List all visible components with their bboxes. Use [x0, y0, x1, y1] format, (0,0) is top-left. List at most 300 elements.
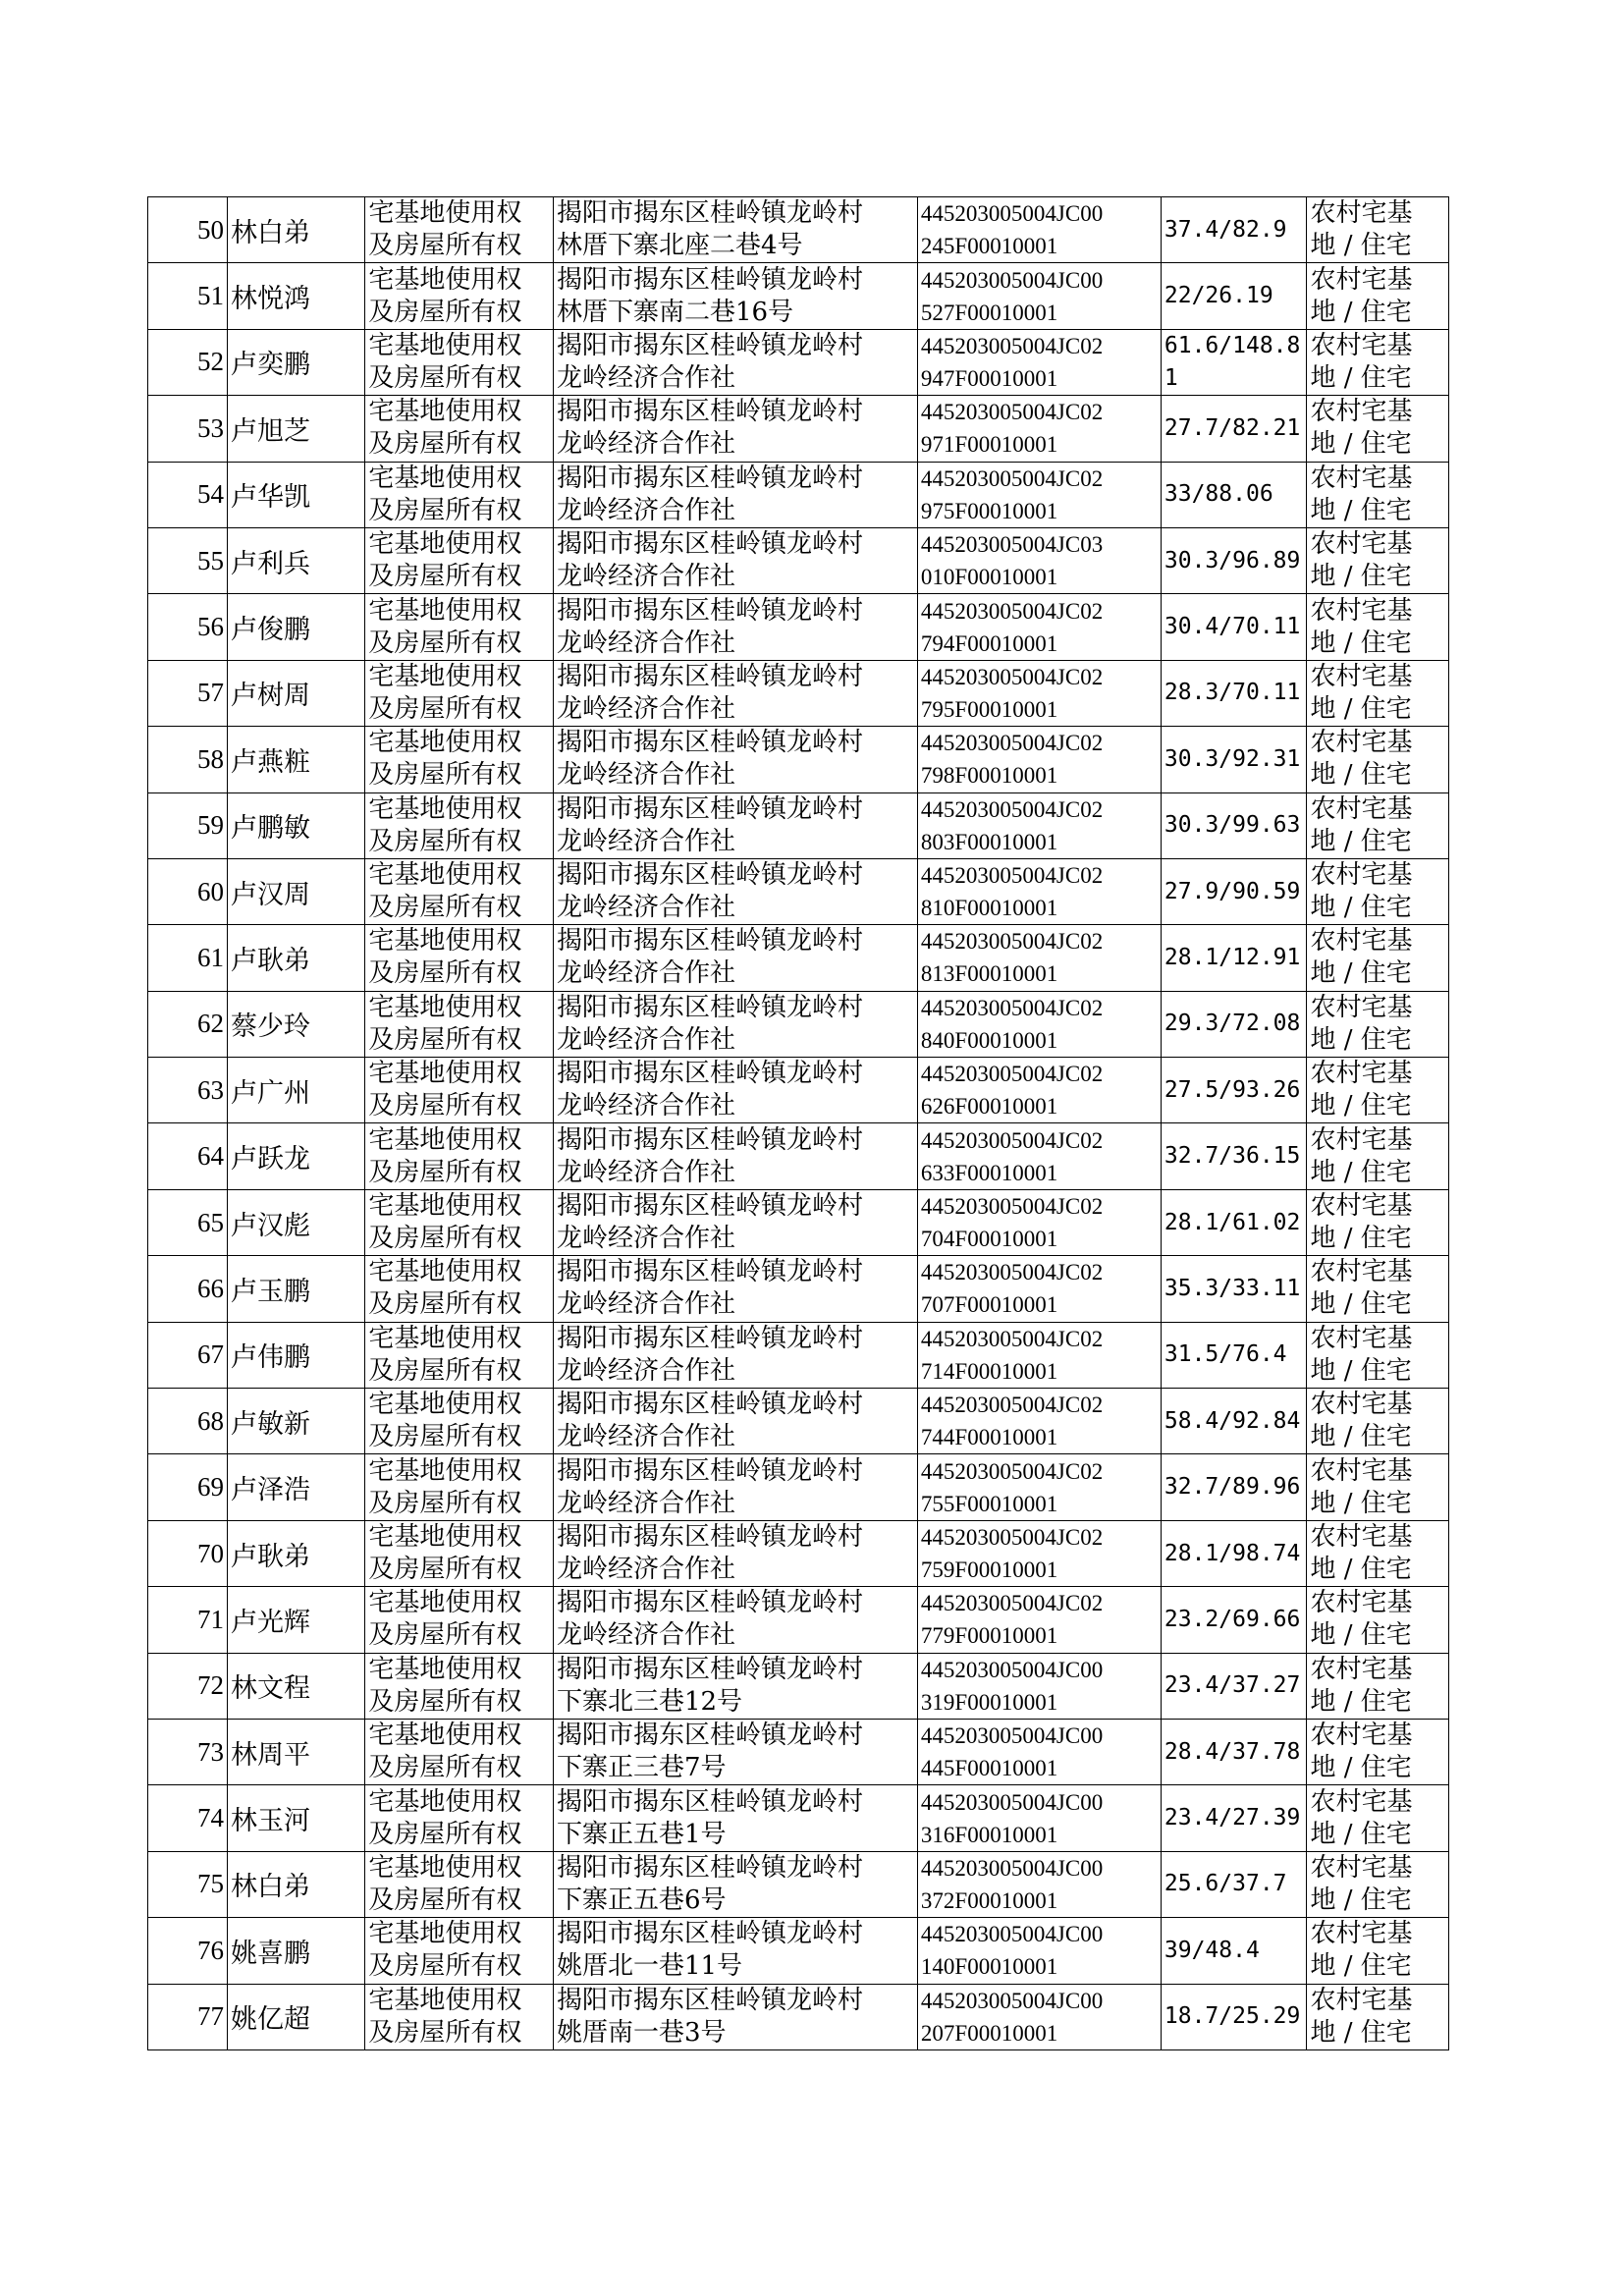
- right-type-cell-line: 及房屋所有权: [368, 826, 522, 856]
- address-cell-line: 揭阳市揭东区桂岭镇龙岭村: [556, 463, 863, 493]
- area-cell: 27.7/82.21: [1161, 396, 1307, 462]
- land-use-cell-line: 农村宅基: [1310, 1124, 1413, 1155]
- area-cell: 29.3/72.08: [1161, 991, 1307, 1057]
- area-cell: 23.4/37.27: [1161, 1653, 1307, 1719]
- address-cell-line: 揭阳市揭东区桂岭镇龙岭村: [556, 595, 863, 626]
- unit-code-cell-line: 445203005004JC00: [920, 1922, 1104, 1947]
- unit-code-cell-line: 975F00010001: [920, 498, 1058, 523]
- right-type-cell-line: 宅基地使用权: [368, 463, 522, 493]
- table-row: [148, 1454, 1449, 1520]
- right-type-cell-line: 及房屋所有权: [368, 1753, 522, 1783]
- address-cell-line: 龙岭经济合作社: [556, 429, 735, 460]
- unit-code-cell-line: 445203005004JC02: [920, 465, 1104, 491]
- table-row: [148, 594, 1449, 660]
- right-type-cell: [365, 1587, 554, 1653]
- unit-code-cell-line: 445203005004JC02: [920, 598, 1104, 624]
- unit-code-cell-line: 445203005004JC00: [920, 1789, 1104, 1815]
- right-type-cell: [365, 263, 554, 329]
- row-number-cell: 73: [148, 1719, 228, 1784]
- address-cell: [553, 1984, 917, 2049]
- land-use-cell-line: 地 / 住宅: [1310, 1951, 1412, 1982]
- unit-code-cell-line: 840F00010001: [920, 1027, 1058, 1053]
- right-type-cell-line: 及房屋所有权: [368, 1355, 522, 1386]
- area-cell: 28.1/61.02: [1161, 1189, 1307, 1255]
- address-cell-line: 揭阳市揭东区桂岭镇龙岭村: [556, 1257, 863, 1287]
- land-use-cell-line: 农村宅基: [1310, 330, 1413, 360]
- table-row: [148, 1256, 1449, 1322]
- unit-code-cell-line: 633F00010001: [920, 1160, 1058, 1185]
- right-type-cell-line: 及房屋所有权: [368, 893, 522, 923]
- row-number-cell: 75: [148, 1851, 228, 1917]
- address-cell-line: 下寨北三巷12号: [556, 1686, 743, 1717]
- owner-name-cell: 姚喜鹏: [227, 1918, 364, 1984]
- table-row: [148, 396, 1449, 462]
- right-type-cell-line: 宅基地使用权: [368, 926, 522, 956]
- address-cell-line: 揭阳市揭东区桂岭镇龙岭村: [556, 1455, 863, 1486]
- land-use-cell-line: 农村宅基: [1310, 1455, 1413, 1486]
- unit-code-cell-line: 744F00010001: [920, 1425, 1058, 1450]
- land-use-cell-line: 地 / 住宅: [1310, 1091, 1412, 1121]
- owner-name-cell: 卢树周: [227, 660, 364, 726]
- right-type-cell-line: 及房屋所有权: [368, 1885, 522, 1915]
- right-type-cell-line: 及房屋所有权: [368, 231, 522, 261]
- land-use-cell: [1307, 1653, 1449, 1719]
- unit-code-cell: [917, 1389, 1161, 1454]
- row-number-cell: 68: [148, 1389, 228, 1454]
- land-use-cell-line: 农村宅基: [1310, 728, 1413, 758]
- land-use-cell: [1307, 1918, 1449, 1984]
- right-type-cell-line: 及房屋所有权: [368, 1289, 522, 1320]
- right-type-cell-line: 宅基地使用权: [368, 793, 522, 824]
- unit-code-cell-line: 445203005004JC02: [920, 796, 1104, 822]
- right-type-cell: [365, 1389, 554, 1454]
- right-type-cell-line: 宅基地使用权: [368, 1654, 522, 1684]
- land-use-cell-line: 农村宅基: [1310, 1919, 1413, 1949]
- address-cell: [553, 263, 917, 329]
- right-type-cell-line: 及房屋所有权: [368, 958, 522, 989]
- address-cell: [553, 727, 917, 792]
- address-cell-line: 林厝下寨北座二巷4号: [556, 231, 803, 261]
- area-cell: 61.6/148.81: [1161, 329, 1307, 395]
- right-type-cell: [365, 1454, 554, 1520]
- land-use-cell: [1307, 858, 1449, 924]
- owner-name-cell: 卢旭芝: [227, 396, 364, 462]
- unit-code-cell-line: 445203005004JC02: [920, 1458, 1104, 1484]
- table-row: [148, 792, 1449, 858]
- unit-code-cell: [917, 1851, 1161, 1917]
- unit-code-cell-line: 445203005004JC00: [920, 1855, 1104, 1881]
- area-cell: 27.9/90.59: [1161, 858, 1307, 924]
- right-type-cell-line: 宅基地使用权: [368, 1522, 522, 1552]
- right-type-cell: [365, 1851, 554, 1917]
- unit-code-cell-line: 803F00010001: [920, 829, 1058, 854]
- area-cell: 18.7/25.29: [1161, 1984, 1307, 2049]
- area-cell: 30.4/70.11: [1161, 594, 1307, 660]
- right-type-cell-line: 宅基地使用权: [368, 728, 522, 758]
- area-cell: 37.4/82.9: [1161, 197, 1307, 263]
- unit-code-cell-line: 707F00010001: [920, 1292, 1058, 1318]
- right-type-cell: [365, 197, 554, 263]
- unit-code-cell: [917, 660, 1161, 726]
- row-number-cell: 72: [148, 1653, 228, 1719]
- land-use-cell-line: 地 / 住宅: [1310, 893, 1412, 923]
- table-row: [148, 1587, 1449, 1653]
- row-number-cell: 59: [148, 792, 228, 858]
- area-cell: 25.6/37.7: [1161, 1851, 1307, 1917]
- address-cell: [553, 1653, 917, 1719]
- unit-code-cell-line: 445203005004JC02: [920, 333, 1104, 358]
- row-number-cell: 53: [148, 396, 228, 462]
- unit-code-cell-line: 010F00010001: [920, 565, 1058, 590]
- area-cell: 28.4/37.78: [1161, 1719, 1307, 1784]
- land-use-cell-line: 地 / 住宅: [1310, 1355, 1412, 1386]
- right-type-cell-line: 宅基地使用权: [368, 1588, 522, 1618]
- area-cell: 32.7/36.15: [1161, 1123, 1307, 1189]
- table-row: [148, 1189, 1449, 1255]
- right-type-cell-line: 宅基地使用权: [368, 397, 522, 427]
- unit-code-cell-line: 527F00010001: [920, 300, 1058, 325]
- unit-code-cell: [917, 1520, 1161, 1586]
- area-cell: 28.1/98.74: [1161, 1520, 1307, 1586]
- land-use-cell-line: 农村宅基: [1310, 992, 1413, 1022]
- address-cell-line: 揭阳市揭东区桂岭镇龙岭村: [556, 1919, 863, 1949]
- owner-name-cell: 卢利兵: [227, 527, 364, 593]
- address-cell-line: 揭阳市揭东区桂岭镇龙岭村: [556, 1588, 863, 1618]
- right-type-cell-line: 宅基地使用权: [368, 1721, 522, 1751]
- land-use-cell-line: 地 / 住宅: [1310, 1488, 1412, 1518]
- unit-code-cell-line: 445203005004JC02: [920, 1127, 1104, 1153]
- owner-name-cell: 卢跃龙: [227, 1123, 364, 1189]
- address-cell-line: 揭阳市揭东区桂岭镇龙岭村: [556, 1786, 863, 1817]
- area-cell: 28.1/12.91: [1161, 925, 1307, 991]
- address-cell-line: 下寨正五巷1号: [556, 1819, 727, 1849]
- unit-code-cell: [917, 329, 1161, 395]
- address-cell-line: 揭阳市揭东区桂岭镇龙岭村: [556, 397, 863, 427]
- unit-code-cell-line: 445F00010001: [920, 1756, 1058, 1781]
- unit-code-cell: [917, 991, 1161, 1057]
- land-use-cell-line: 地 / 住宅: [1310, 958, 1412, 989]
- table-row: [148, 1653, 1449, 1719]
- address-cell-line: 揭阳市揭东区桂岭镇龙岭村: [556, 661, 863, 691]
- row-number-cell: 77: [148, 1984, 228, 2049]
- land-use-cell-line: 地 / 住宅: [1310, 693, 1412, 724]
- right-type-cell-line: 宅基地使用权: [368, 1191, 522, 1222]
- unit-code-cell-line: 445203005004JC02: [920, 1260, 1104, 1285]
- address-cell: [553, 1389, 917, 1454]
- land-use-cell-line: 农村宅基: [1310, 926, 1413, 956]
- table-row: [148, 329, 1449, 395]
- area-cell: 27.5/93.26: [1161, 1058, 1307, 1123]
- right-type-cell: [365, 1256, 554, 1322]
- owner-name-cell: 卢鹏敏: [227, 792, 364, 858]
- owner-name-cell: 卢泽浩: [227, 1454, 364, 1520]
- unit-code-cell-line: 445203005004JC03: [920, 532, 1104, 558]
- address-cell: [553, 858, 917, 924]
- land-use-cell: [1307, 1322, 1449, 1388]
- land-use-cell-line: 农村宅基: [1310, 860, 1413, 891]
- unit-code-cell: [917, 263, 1161, 329]
- right-type-cell: [365, 1520, 554, 1586]
- right-type-cell-line: 宅基地使用权: [368, 860, 522, 891]
- land-use-cell-line: 地 / 住宅: [1310, 562, 1412, 592]
- land-use-cell: [1307, 263, 1449, 329]
- right-type-cell: [365, 1322, 554, 1388]
- address-cell: [553, 660, 917, 726]
- land-use-cell-line: 农村宅基: [1310, 1852, 1413, 1883]
- address-cell: [553, 527, 917, 593]
- owner-name-cell: 卢玉鹏: [227, 1256, 364, 1322]
- row-number-cell: 51: [148, 263, 228, 329]
- row-number-cell: 74: [148, 1785, 228, 1851]
- land-use-cell: [1307, 1058, 1449, 1123]
- land-use-cell-line: 地 / 住宅: [1310, 2017, 1412, 2048]
- right-type-cell: [365, 1123, 554, 1189]
- table-row: [148, 1520, 1449, 1586]
- unit-code-cell: [917, 594, 1161, 660]
- right-type-cell: [365, 991, 554, 1057]
- right-type-cell-line: 宅基地使用权: [368, 992, 522, 1022]
- land-use-cell: [1307, 527, 1449, 593]
- address-cell-line: 揭阳市揭东区桂岭镇龙岭村: [556, 198, 863, 229]
- right-type-cell-line: 及房屋所有权: [368, 760, 522, 791]
- land-use-cell-line: 地 / 住宅: [1310, 1620, 1412, 1651]
- table-row: [148, 1851, 1449, 1917]
- address-cell-line: 龙岭经济合作社: [556, 1422, 735, 1452]
- unit-code-cell: [917, 462, 1161, 527]
- row-number-cell: 69: [148, 1454, 228, 1520]
- row-number-cell: 55: [148, 527, 228, 593]
- address-cell-line: 下寨正五巷6号: [556, 1885, 727, 1915]
- unit-code-cell-line: 445203005004JC00: [920, 1723, 1104, 1749]
- address-cell-line: 揭阳市揭东区桂岭镇龙岭村: [556, 793, 863, 824]
- land-use-cell-line: 农村宅基: [1310, 463, 1413, 493]
- land-use-cell-line: 地 / 住宅: [1310, 297, 1412, 327]
- unit-code-cell: [917, 197, 1161, 263]
- table-row: [148, 1389, 1449, 1454]
- table-row: [148, 1785, 1449, 1851]
- land-use-cell-line: 地 / 住宅: [1310, 1157, 1412, 1187]
- right-type-cell-line: 宅基地使用权: [368, 529, 522, 560]
- land-use-cell-line: 地 / 住宅: [1310, 362, 1412, 393]
- land-use-cell-line: 农村宅基: [1310, 793, 1413, 824]
- land-use-cell: [1307, 197, 1449, 263]
- address-cell-line: 龙岭经济合作社: [556, 1289, 735, 1320]
- land-use-cell-line: 地 / 住宅: [1310, 826, 1412, 856]
- owner-name-cell: 卢光辉: [227, 1587, 364, 1653]
- land-use-cell-line: 农村宅基: [1310, 595, 1413, 626]
- land-use-cell-line: 农村宅基: [1310, 1323, 1413, 1353]
- table-row: [148, 1984, 1449, 2049]
- unit-code-cell-line: 140F00010001: [920, 1954, 1058, 1980]
- unit-code-cell-line: 372F00010001: [920, 1887, 1058, 1913]
- land-use-cell-line: 农村宅基: [1310, 1721, 1413, 1751]
- right-type-cell-line: 及房屋所有权: [368, 1951, 522, 1982]
- address-cell-line: 姚厝南一巷3号: [556, 2017, 727, 2048]
- unit-code-cell-line: 445203005004JC02: [920, 863, 1104, 889]
- unit-code-cell-line: 445203005004JC02: [920, 1525, 1104, 1550]
- row-number-cell: 56: [148, 594, 228, 660]
- address-cell-line: 龙岭经济合作社: [556, 760, 735, 791]
- unit-code-cell: [917, 1785, 1161, 1851]
- owner-name-cell: 卢俊鹏: [227, 594, 364, 660]
- right-type-cell: [365, 527, 554, 593]
- unit-code-cell-line: 445203005004JC02: [920, 1062, 1104, 1087]
- row-number-cell: 66: [148, 1256, 228, 1322]
- unit-code-cell: [917, 1653, 1161, 1719]
- row-number-cell: 61: [148, 925, 228, 991]
- right-type-cell: [365, 1058, 554, 1123]
- land-use-cell-line: 地 / 住宅: [1310, 495, 1412, 525]
- unit-code-cell-line: 445203005004JC02: [920, 1326, 1104, 1351]
- table-row: [148, 263, 1449, 329]
- table-row: [148, 727, 1449, 792]
- land-use-cell-line: 地 / 住宅: [1310, 760, 1412, 791]
- address-cell-line: 揭阳市揭东区桂岭镇龙岭村: [556, 1522, 863, 1552]
- row-number-cell: 50: [148, 197, 228, 263]
- area-cell: 30.3/92.31: [1161, 727, 1307, 792]
- owner-name-cell: 卢耿弟: [227, 1520, 364, 1586]
- address-cell-line: 龙岭经济合作社: [556, 1355, 735, 1386]
- land-use-cell: [1307, 462, 1449, 527]
- land-use-cell-line: 地 / 住宅: [1310, 1753, 1412, 1783]
- row-number-cell: 54: [148, 462, 228, 527]
- row-number-cell: 65: [148, 1189, 228, 1255]
- unit-code-cell-line: 445203005004JC02: [920, 995, 1104, 1020]
- land-use-cell: [1307, 1851, 1449, 1917]
- address-cell-line: 龙岭经济合作社: [556, 1620, 735, 1651]
- address-cell-line: 揭阳市揭东区桂岭镇龙岭村: [556, 992, 863, 1022]
- unit-code-cell-line: 445203005004JC02: [920, 664, 1104, 689]
- right-type-cell-line: 及房屋所有权: [368, 1620, 522, 1651]
- right-type-cell: [365, 858, 554, 924]
- owner-name-cell: 卢燕粧: [227, 727, 364, 792]
- right-type-cell-line: 及房屋所有权: [368, 628, 522, 658]
- land-use-cell: [1307, 1256, 1449, 1322]
- owner-name-cell: 卢汉彪: [227, 1189, 364, 1255]
- land-use-cell: [1307, 1520, 1449, 1586]
- row-number-cell: 57: [148, 660, 228, 726]
- unit-code-cell: [917, 1058, 1161, 1123]
- table-row: [148, 1058, 1449, 1123]
- unit-code-cell-line: 759F00010001: [920, 1557, 1058, 1582]
- right-type-cell: [365, 792, 554, 858]
- address-cell: [553, 462, 917, 527]
- address-cell: [553, 1918, 917, 1984]
- address-cell-line: 揭阳市揭东区桂岭镇龙岭村: [556, 1721, 863, 1751]
- unit-code-cell-line: 445203005004JC02: [920, 731, 1104, 756]
- unit-code-cell-line: 779F00010001: [920, 1623, 1058, 1649]
- unit-code-cell: [917, 1587, 1161, 1653]
- right-type-cell: [365, 660, 554, 726]
- right-type-cell-line: 及房屋所有权: [368, 1422, 522, 1452]
- address-cell: [553, 792, 917, 858]
- right-type-cell-line: 宅基地使用权: [368, 1257, 522, 1287]
- table-row: [148, 462, 1449, 527]
- owner-name-cell: 林悦鸿: [227, 263, 364, 329]
- right-type-cell-line: 宅基地使用权: [368, 1455, 522, 1486]
- right-type-cell: [365, 1189, 554, 1255]
- address-cell: [553, 1256, 917, 1322]
- address-cell-line: 龙岭经济合作社: [556, 562, 735, 592]
- owner-name-cell: 林白弟: [227, 1851, 364, 1917]
- unit-code-cell-line: 245F00010001: [920, 234, 1058, 259]
- address-cell: [553, 396, 917, 462]
- address-cell-line: 揭阳市揭东区桂岭镇龙岭村: [556, 1985, 863, 2015]
- unit-code-cell: [917, 1123, 1161, 1189]
- land-use-cell-line: 农村宅基: [1310, 529, 1413, 560]
- land-use-cell-line: 农村宅基: [1310, 264, 1413, 295]
- address-cell: [553, 1520, 917, 1586]
- land-use-cell: [1307, 594, 1449, 660]
- land-use-cell-line: 农村宅基: [1310, 1786, 1413, 1817]
- land-use-cell: [1307, 792, 1449, 858]
- right-type-cell: [365, 1785, 554, 1851]
- unit-code-cell: [917, 792, 1161, 858]
- land-use-cell-line: 地 / 住宅: [1310, 1024, 1412, 1055]
- land-use-cell-line: 农村宅基: [1310, 1059, 1413, 1089]
- right-type-cell-line: 宅基地使用权: [368, 1985, 522, 2015]
- address-cell-line: 龙岭经济合作社: [556, 893, 735, 923]
- address-cell-line: 龙岭经济合作社: [556, 1157, 735, 1187]
- address-cell-line: 龙岭经济合作社: [556, 362, 735, 393]
- land-use-cell-line: 农村宅基: [1310, 1588, 1413, 1618]
- unit-code-cell-line: 445203005004JC00: [920, 1657, 1104, 1682]
- land-use-cell: [1307, 991, 1449, 1057]
- owner-name-cell: 卢华凯: [227, 462, 364, 527]
- unit-code-cell: [917, 396, 1161, 462]
- land-use-cell-line: 农村宅基: [1310, 198, 1413, 229]
- address-cell: [553, 1322, 917, 1388]
- unit-code-cell-line: 445203005004JC02: [920, 929, 1104, 955]
- right-type-cell-line: 宅基地使用权: [368, 1323, 522, 1353]
- right-type-cell-line: 及房屋所有权: [368, 1686, 522, 1717]
- unit-code-cell: [917, 727, 1161, 792]
- unit-code-cell-line: 810F00010001: [920, 896, 1058, 921]
- owner-name-cell: 卢敏新: [227, 1389, 364, 1454]
- address-cell: [553, 197, 917, 263]
- address-cell: [553, 1454, 917, 1520]
- unit-code-cell-line: 704F00010001: [920, 1227, 1058, 1252]
- owner-name-cell: 蔡少玲: [227, 991, 364, 1057]
- owner-name-cell: 卢汉周: [227, 858, 364, 924]
- row-number-cell: 64: [148, 1123, 228, 1189]
- land-use-cell: [1307, 660, 1449, 726]
- area-cell: 32.7/89.96: [1161, 1454, 1307, 1520]
- address-cell-line: 龙岭经济合作社: [556, 1024, 735, 1055]
- table-row: [148, 858, 1449, 924]
- right-type-cell-line: 及房屋所有权: [368, 1024, 522, 1055]
- address-cell-line: 揭阳市揭东区桂岭镇龙岭村: [556, 529, 863, 560]
- right-type-cell-line: 宅基地使用权: [368, 1059, 522, 1089]
- area-cell: 30.3/99.63: [1161, 792, 1307, 858]
- land-use-cell-line: 地 / 住宅: [1310, 1686, 1412, 1717]
- unit-code-cell: [917, 1719, 1161, 1784]
- table-row: [148, 527, 1449, 593]
- land-use-cell-line: 农村宅基: [1310, 1257, 1413, 1287]
- right-type-cell-line: 及房屋所有权: [368, 1555, 522, 1584]
- right-type-cell-line: 及房屋所有权: [368, 1091, 522, 1121]
- row-number-cell: 63: [148, 1058, 228, 1123]
- owner-name-cell: 林白弟: [227, 197, 364, 263]
- address-cell: [553, 1851, 917, 1917]
- area-cell: 35.3/33.11: [1161, 1256, 1307, 1322]
- address-cell: [553, 1058, 917, 1123]
- right-type-cell-line: 及房屋所有权: [368, 1224, 522, 1254]
- land-use-cell-line: 农村宅基: [1310, 1985, 1413, 2015]
- right-type-cell-line: 及房屋所有权: [368, 429, 522, 460]
- land-use-cell: [1307, 1984, 1449, 2049]
- owner-name-cell: 卢耿弟: [227, 925, 364, 991]
